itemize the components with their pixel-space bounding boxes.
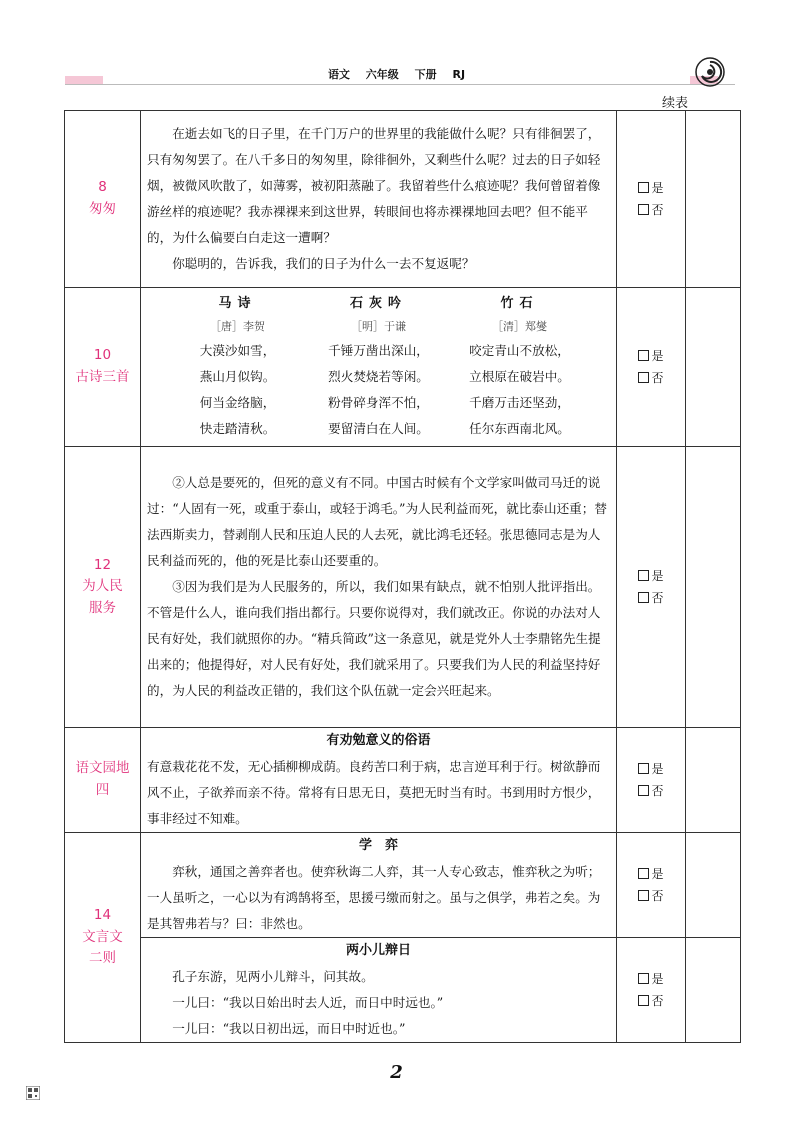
lesson-title: 四 <box>95 782 110 798</box>
checkbox-no[interactable]: 否 <box>617 780 685 802</box>
notes-cell[interactable] <box>686 938 741 1043</box>
poem <box>167 292 308 442</box>
section-heading: 学 弈 <box>358 838 398 853</box>
poem-group <box>147 288 610 446</box>
lesson-title: 古诗三首 <box>75 369 130 385</box>
lesson-title: 语文园地 <box>75 760 130 777</box>
checkbox-icon <box>638 182 649 193</box>
lesson-title: 文言文 <box>82 928 123 945</box>
lesson-text <box>141 728 617 833</box>
notes-cell[interactable] <box>686 447 741 728</box>
lesson-text <box>141 938 617 1043</box>
lesson-title: 为人民 <box>82 578 123 595</box>
poem-line: 燕山月似钩。 <box>199 369 276 384</box>
poem-line: 千磨万击还坚劲， <box>469 395 570 410</box>
lesson-text <box>141 447 617 728</box>
page-number: 2 <box>390 1062 403 1083</box>
lesson-title: 匆匆 <box>89 201 116 217</box>
header-subject: 语文 <box>327 68 350 81</box>
poem <box>449 292 590 442</box>
table-row <box>65 833 741 938</box>
notes-cell[interactable] <box>686 111 741 288</box>
checkbox-yes[interactable]: 是 <box>617 758 685 780</box>
header-edition: RJ <box>452 68 466 81</box>
review-table <box>64 110 741 1043</box>
poem-line: 大漠沙如雪， <box>199 343 276 358</box>
lesson-label <box>65 447 141 728</box>
checkbox-icon <box>638 868 649 879</box>
text-paragraph: 弈秋，通国之善弈者也。使弈秋诲二人弈，其一人专心致志，惟弈秋之为听；一人虽听之，一心以为有鸿鹄将至，思援弓缴而射之。虽与之俱学，弗若之矣。为是其智弗若与？曰：非然也。 <box>147 864 601 931</box>
checkbox-yes[interactable]: 是 <box>617 863 685 885</box>
notes-cell[interactable] <box>686 833 741 938</box>
checkbox-icon <box>638 995 649 1006</box>
table-row <box>65 938 741 1043</box>
checkbox-no[interactable]: 否 <box>617 199 685 221</box>
checkbox-icon <box>638 763 649 774</box>
checkbox-yes[interactable]: 是 <box>617 345 685 367</box>
checkbox-icon <box>638 372 649 383</box>
header-grade: 六年级 <box>365 68 399 81</box>
recite-check <box>617 111 686 288</box>
poem-title: 石灰吟 <box>349 296 407 311</box>
poem-author: ［明］于谦 <box>351 320 406 333</box>
lesson-text <box>141 111 617 288</box>
checkbox-yes[interactable]: 是 <box>617 565 685 587</box>
notes-cell[interactable] <box>686 728 741 833</box>
checkbox-yes[interactable]: 是 <box>617 968 685 990</box>
checkbox-yes[interactable]: 是 <box>617 177 685 199</box>
lesson-number: 14 <box>93 907 112 924</box>
poem-line: 咬定青山不放松， <box>469 343 570 358</box>
recite-check <box>617 938 686 1043</box>
text-paragraph: 一儿曰：“我以日始出时去人近，而日中时远也。” <box>172 995 444 1010</box>
lesson-label <box>65 111 141 288</box>
text-paragraph: ③因为我们是为人民服务的，所以，我们如果有缺点，就不怕别人批评指出。不管是什么人，谁向我们指出都行。只要你说得对，我们就改正。你说的办法对人民有好处，我们就照你的办。“精兵简政”这一条意见，就是党外人士李鼎铭先生提出来的；他提得好，对人民有好处，我们就采用了。只要我们为人民的利益坚持好的，为人民的利益改正错的，我们这个队伍就一定会兴旺起来。 <box>147 579 601 698</box>
header-volume: 下册 <box>414 68 437 81</box>
section-heading: 有劝勉意义的俗语 <box>326 733 431 748</box>
poem-line: 烈火焚烧若等闲。 <box>328 369 429 384</box>
lesson-label <box>65 288 141 447</box>
text-paragraph: 你聪明的，告诉我，我们的日子为什么一去不复返呢？ <box>172 256 475 271</box>
checkbox-no[interactable]: 否 <box>617 885 685 907</box>
checkbox-icon <box>638 973 649 984</box>
qr-code-icon <box>26 1086 40 1100</box>
section-heading: 两小儿辩日 <box>345 943 411 958</box>
text-paragraph: ②人总是要死的，但死的意义有不同。中国古时候有个文学家叫做司马迁的说过：“人固有一死，或重于泰山，或轻于鸿毛。”为人民利益而死，就比泰山还重；替法西斯卖力，替剥削人民和压迫人民的人去死，就比鸿毛还轻。张思德同志是为人民利益而死的，他的死是比泰山还要重的。 <box>147 475 607 568</box>
recite-check <box>617 288 686 447</box>
lesson-text <box>141 833 617 938</box>
lesson-number: 10 <box>93 347 112 364</box>
checkbox-icon <box>638 785 649 796</box>
recite-check <box>617 833 686 938</box>
table-row <box>65 111 741 288</box>
poem-line: 立根原在破岩中。 <box>469 369 570 384</box>
recite-check <box>617 728 686 833</box>
poem-line: 何当金络脑， <box>199 395 276 410</box>
text-paragraph: 在逝去如飞的日子里，在千门万户的世界里的我能做什么呢？只有徘徊罢了，只有匆匆罢了。在八千多日的匆匆里，除徘徊外，又剩些什么呢？过去的日子如轻烟，被微风吹散了，如薄雾，被初阳蒸融了。我留着些什么痕迹呢？我何曾留着像游丝样的痕迹呢？我赤裸裸来到这世界，转眼间也将赤裸裸地回去吧？但不能平的，为什么偏要白白走这一遭啊？ <box>147 126 601 245</box>
continued-label: 续表 <box>662 96 689 111</box>
poem-author: ［清］郑燮 <box>492 320 547 333</box>
lesson-label <box>65 728 141 833</box>
checkbox-no[interactable]: 否 <box>617 587 685 609</box>
checkbox-icon <box>638 570 649 581</box>
poem-line: 任尔东西南北风。 <box>469 421 570 436</box>
poem-title: 竹石 <box>500 296 539 311</box>
lesson-label <box>65 833 141 1043</box>
checkbox-icon <box>638 592 649 603</box>
checkbox-no[interactable]: 否 <box>617 367 685 389</box>
notes-cell[interactable] <box>686 288 741 447</box>
lesson-number: 8 <box>98 179 107 196</box>
poem-line: 粉骨碎身浑不怕， <box>328 395 429 410</box>
checkbox-icon <box>638 204 649 215</box>
table-row <box>65 288 741 447</box>
publisher-logo-icon <box>694 56 726 88</box>
text-paragraph: 有意栽花花不发，无心插柳柳成荫。良药苦口利于病，忠言逆耳利于行。树欲静而风不止，子欲养而亲不待。常将有日思无日，莫把无时当有时。书到用时方恨少，事非经过不知难。 <box>147 759 601 826</box>
lesson-title: 服务 <box>89 599 116 616</box>
recite-check <box>617 447 686 728</box>
header-rule <box>65 84 735 85</box>
poem-line: 快走踏清秋。 <box>199 421 276 436</box>
lesson-number: 12 <box>93 556 112 573</box>
running-header <box>0 66 793 82</box>
checkbox-no[interactable]: 否 <box>617 990 685 1012</box>
lesson-text <box>141 288 617 447</box>
text-paragraph: 孔子东游，见两小儿辩斗，问其故。 <box>172 969 374 984</box>
checkbox-icon <box>638 890 649 901</box>
lesson-title: 二则 <box>89 950 116 967</box>
poem <box>308 292 449 442</box>
poem-title: 马诗 <box>218 296 257 311</box>
poem-line: 要留清白在人间。 <box>328 421 429 436</box>
poem-line: 千锤万凿出深山， <box>328 343 429 358</box>
poem-author: ［唐］李贺 <box>210 320 265 333</box>
table-row <box>65 728 741 833</box>
table-row <box>65 447 741 728</box>
checkbox-icon <box>638 350 649 361</box>
text-paragraph: 一儿曰：“我以日初出远，而日中时近也。” <box>172 1021 406 1036</box>
